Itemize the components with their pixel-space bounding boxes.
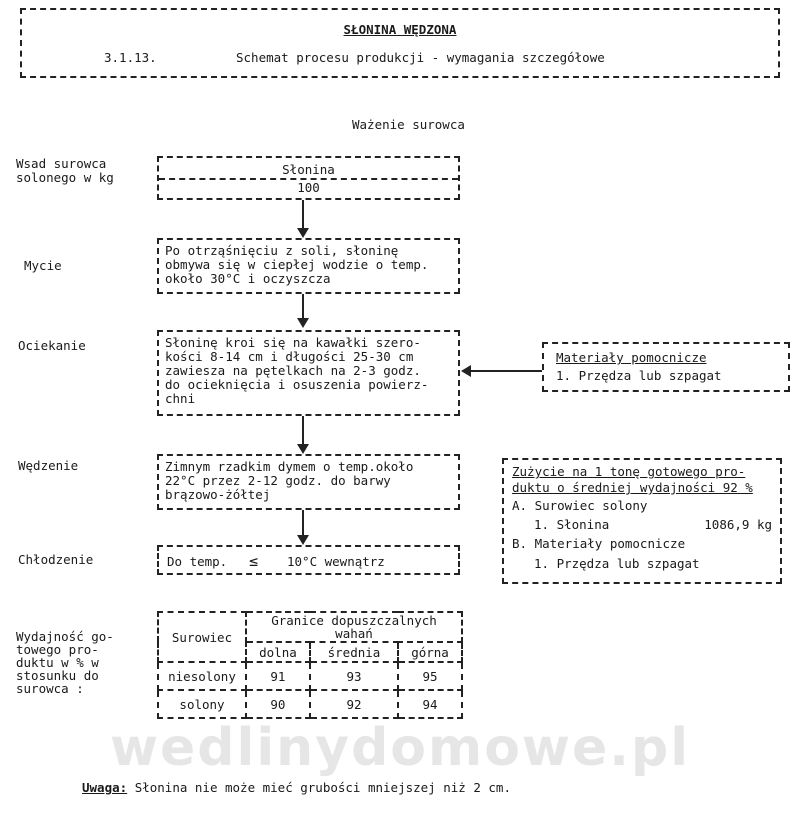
section-code: 3.1.13. — [104, 50, 157, 65]
flow-connector — [302, 416, 304, 446]
watermark: wedlinydomowe.pl — [109, 718, 691, 778]
flow-connector — [302, 510, 304, 537]
draining-box: Słoninę kroi się na kawałki szero- kości 8-14 cm i długości 25-30 cm zawiesza na pętelkach na 2-3 godz. do ocieknięcia i osuszenia powierz- chni — [157, 330, 460, 416]
step-label-cooling: Chłodzenie — [18, 552, 94, 567]
aux-materials-box — [542, 342, 790, 392]
flow-connector — [302, 200, 304, 230]
table-row: solony 90 92 94 — [158, 690, 462, 718]
aux-materials-title: Materiały pomocnicze — [556, 350, 707, 365]
arrow-left-icon — [461, 365, 471, 377]
yield-col-raw: Surowiec — [158, 612, 246, 662]
flow-connector — [302, 294, 304, 320]
less-or-equal-icon: ≤ — [249, 552, 259, 570]
yield-label: Wydajność go- towego pro- duktu w % w stosunku do surowca : — [16, 629, 114, 696]
raw-material-amount: 100 — [297, 180, 320, 195]
smoking-box: Zimnym rzadkim dymem o temp.około 22°C przez 2-12 godz. do barwy brązowo-żółtej — [157, 454, 460, 510]
step-label-smoking: Wędzenie — [18, 458, 79, 473]
washing-box: Po otrząśnięciu z soli, słoninę obmywa się w ciepłej wodzie o temp. około 30°C i oczyszcza — [157, 238, 460, 294]
yield-table: Surowiec Granice dopuszczalnych wahań dolna średnia górna niesolony 91 93 95 solony 90 92 94 — [157, 611, 463, 719]
note — [82, 780, 511, 795]
arrow-down-icon — [297, 228, 309, 238]
header-box — [20, 8, 780, 78]
document-title: SŁONINA WĘDZONA — [343, 22, 457, 37]
document-subtitle: Schemat procesu produkcji - wymagania szczegółowe — [236, 50, 605, 65]
note-label: Uwaga: — [82, 780, 128, 795]
input-box — [157, 156, 460, 200]
raw-material-name: Słonina — [282, 162, 335, 177]
step-label-input: Wsad surowca solonego w kg — [16, 156, 114, 185]
step-label-draining: Ociekanie — [18, 338, 86, 353]
table-row: niesolony 91 93 95 — [158, 662, 462, 690]
cooling-box: Do temp. ≤ 10°C wewnątrz — [157, 545, 460, 575]
arrow-down-icon — [297, 535, 309, 545]
arrow-down-icon — [297, 318, 309, 328]
consumption-section-b: B. Materiały pomocnicze — [512, 536, 686, 551]
consumption-section-a: A. Surowiec solony — [512, 498, 648, 513]
note-text: Słonina nie może mieć grubości mniejszej niż 2 cm. — [134, 780, 511, 795]
arrow-down-icon — [297, 444, 309, 454]
aux-connector — [470, 370, 542, 372]
weighing-heading: Ważenie surowca — [352, 117, 465, 132]
aux-materials-item: 1. Przędza lub szpagat — [556, 368, 722, 383]
yield-limits-header: Granice dopuszczalnych wahań — [246, 612, 462, 642]
consumption-value: 1086,9 kg — [704, 517, 772, 532]
step-label-washing: Mycie — [24, 258, 62, 273]
consumption-box: Zużycie na 1 tonę gotowego pro- duktu o średniej wydajności 92 % A. Surowiec solony 1. Słonina 1086,9 kg B. Materiały pomocnicze 1. Przędza lub szpagat — [502, 458, 782, 584]
